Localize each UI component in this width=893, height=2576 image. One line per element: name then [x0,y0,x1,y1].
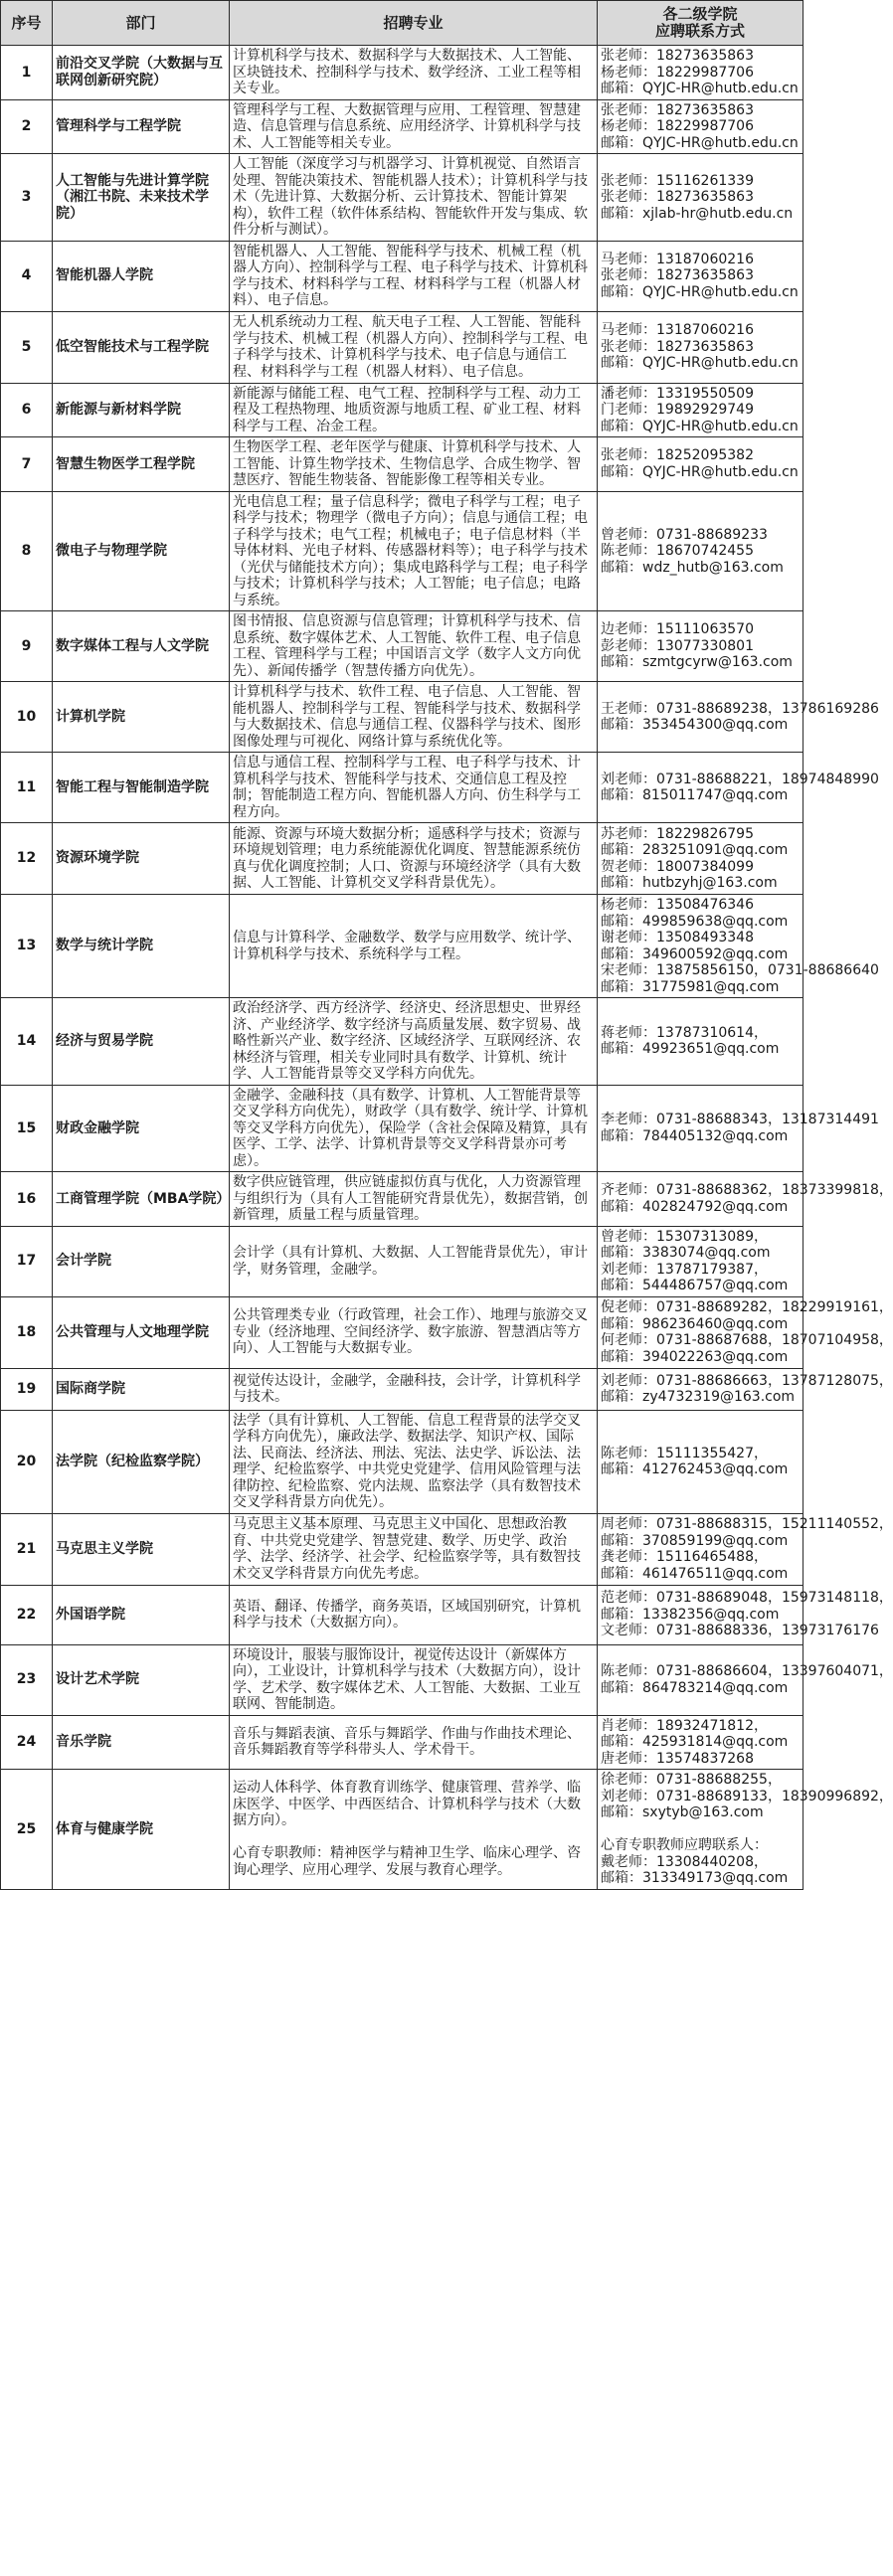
contact-line: 齐老师：0731-88688362，18373399818， [601,1182,893,1199]
recruitment-majors: 英语、翻译、传播学，商务英语，区域国别研究，计算机科学与技术（大数据方向）。 [230,1585,598,1644]
contact-email[interactable]: 邮箱：szmtgcyrw@163.com [601,654,793,671]
contact-line: 蒋老师：13787310614， [601,1024,768,1041]
contact-info [598,1513,893,1585]
row-number: 13 [1,895,53,998]
contact-email[interactable]: 邮箱：3383074@qq.com [601,1245,771,1261]
table-row [1,998,804,1086]
department-name: 智能机器人学院 [53,241,230,311]
contact-email[interactable]: 邮箱：986236460@qq.com [601,1315,789,1332]
department-name: 数字媒体工程与人文学院 [53,611,230,682]
contact-email[interactable]: 邮箱：sxytyb@163.com [601,1804,764,1820]
table-row [1,1513,804,1585]
contact-line: 贺老师：18007384099 [601,858,754,875]
contact-email[interactable]: 邮箱：349600592@qq.com [601,945,789,962]
recruitment-majors: 视觉传达设计，金融学，金融科技，会计学，计算机科学与技术。 [230,1368,598,1410]
row-number: 24 [1,1715,53,1770]
row-number: 17 [1,1226,53,1296]
department-name: 音乐学院 [53,1715,230,1770]
contact-info [598,1368,893,1410]
contact-line: 马老师：13187060216 [601,322,754,339]
contact-info [598,99,804,154]
contact-line: 张老师：18252095382 [601,447,754,464]
contact-email[interactable]: 邮箱：815011747@qq.com [601,787,789,803]
contact-line: 杨老师：18229987706 [601,64,754,81]
contact-email[interactable]: 邮箱：425931814@qq.com [601,1734,789,1750]
row-number: 14 [1,998,53,1086]
contact-email[interactable]: 邮箱：QYJC-HR@hutb.edu.cn [601,283,799,300]
row-number: 9 [1,611,53,682]
department-name: 低空智能技术与工程学院 [53,311,230,383]
contact-info [598,895,879,998]
contact-email[interactable]: 邮箱：QYJC-HR@hutb.edu.cn [601,134,799,151]
row-number: 15 [1,1085,53,1172]
table-row [1,1368,804,1410]
contact-line: 何老师：0731-88687688，18707104958， [601,1332,893,1348]
contact-line: 杨老师：18229987706 [601,118,754,134]
contact-line: 曾老师：15307313089， [601,1228,768,1245]
recruitment-majors: 生物医学工程、老年医学与健康、计算机科学与技术、人工智能、计算生物学技术、生物信息学、合成生物学、智慧医疗、智能生物装备、智能影像工程等相关专业。 [230,437,598,492]
contact-email[interactable]: 邮箱：QYJC-HR@hutb.edu.cn [601,463,799,480]
contact-line: 谢老师：13508493348 [601,930,754,945]
contact-email[interactable]: 邮箱：wdz_hutb@163.com [601,559,784,576]
contact-line: 周老师：0731-88688315，15211140552， [601,1516,893,1532]
contact-line: 王老师：0731-88689238，13786169286 [601,700,879,717]
header-dept: 部门 [53,1,230,46]
contact-line: 陈老师：0731-88686604，13397604071， [601,1663,893,1679]
recruitment-majors: 计算机科学与技术、软件工程、电子信息、人工智能、智能机器人、控制科学与工程、智能科学与技术、数据科学与大数据技术、信息与通信工程、仪器科学与技术、图形图像处理与可视化、网络计算与系统优化等。 [230,682,598,753]
recruitment-majors: 法学（具有计算机、人工智能、信息工程背景的法学交叉学科方向优先），廉政法学、数据法学、知识产权、国际法、民商法、经济法、刑法、宪法、法史学、诉讼法、法理学、纪检监察学、中共党史党建学、信用风险管理与法律防控、纪检监察、党内法规、监察法学（具有数智技术交叉学科背景方向优先）。 [230,1410,598,1513]
contact-info [598,823,804,895]
contact-line: 陈老师：18670742455 [601,543,754,559]
contact-info [598,154,804,242]
recruitment-majors: 信息与计算科学、金融数学、数学与应用数学、统计学、计算机科学与技术、系统科学与工程。 [230,895,598,998]
row-number: 19 [1,1368,53,1410]
contact-email[interactable]: 邮箱：QYJC-HR@hutb.edu.cn [601,418,799,434]
table-row [1,383,804,437]
contact-line: 马老师：13187060216 [601,251,754,267]
contact-email[interactable]: 邮箱：QYJC-HR@hutb.edu.cn [601,355,799,372]
contact-info [598,241,804,311]
recruitment-majors: 智能机器人、人工智能、智能科学与技术、机械工程（机器人方向）、控制科学与工程、电子科学与技术、计算机科学与技术、材料科学与工程、材料科学与工程（机器人材料）、电子信息。 [230,241,598,311]
recruitment-majors: 新能源与储能工程、电气工程、控制科学与工程、动力工程及工程热物理、地质资源与地质工程、矿业工程、材料科学与工程、冶金工程。 [230,383,598,437]
header-no: 序号 [1,1,53,46]
recruitment-majors: 管理科学与工程、大数据管理与应用、工程管理、智慧建造、信息管理与信息系统、应用经济学、计算机科学与技术、人工智能等相关专业。 [230,99,598,154]
contact-line: 李老师：0731-88688343，13187314491 [601,1112,879,1128]
recruitment-majors: 运动人体科学、体育教育训练学、健康管理、营养学、临床医学、中医学、中西医结合、计算机科学与技术（大数据方向）。 心育专职教师：精神医学与精神卫生学、临床心理学、咨询心理学、应用心理学、发展与教育心理学。 [230,1770,598,1890]
contact-email[interactable]: 邮箱：QYJC-HR@hutb.edu.cn [601,81,799,96]
contact-email[interactable]: 邮箱：394022263@qq.com [601,1348,789,1365]
row-number: 23 [1,1644,53,1715]
department-name: 新能源与新材料学院 [53,383,230,437]
contact-email[interactable]: 邮箱：499859638@qq.com [601,913,789,930]
table-row [1,1085,804,1172]
contact-line: 门老师：19892929749 [601,402,754,418]
contact-info [598,1715,804,1770]
contact-line: 心育专职教师应聘联系人： [601,1837,768,1853]
contact-line: 苏老师：18229826795 [601,825,754,842]
recruitment-majors: 环境设计，服装与服饰设计，视觉传达设计（新媒体方向），工业设计，计算机科学与技术（大数据方向），设计学、艺术学、数字媒体艺术、人工智能、大数据、工业互联网、智能制造。 [230,1644,598,1715]
department-name: 法学院（纪检监察学院） [53,1410,230,1513]
table-row [1,682,804,753]
table-row [1,1172,804,1227]
contact-line: 彭老师：13077330801 [601,637,754,654]
table-row [1,1770,804,1890]
recruitment-majors: 公共管理类专业（行政管理，社会工作）、地理与旅游交叉专业（经济地理、空间经济学、数字旅游、智慧酒店等方向）、人工智能与大数据专业。 [230,1296,598,1368]
contact-line: 张老师：18273635863 [601,101,754,118]
contact-info [598,1644,893,1715]
department-name: 资源环境学院 [53,823,230,895]
table-row [1,1585,804,1644]
table-row [1,1644,804,1715]
contact-info [598,1226,804,1296]
row-number: 1 [1,46,53,100]
contact-info [598,491,804,611]
contact-email[interactable]: 邮箱：370859199@qq.com [601,1532,789,1549]
contact-line: 潘老师：13319550509 [601,385,754,402]
contact-info [598,1296,893,1368]
row-number: 2 [1,99,53,154]
contact-email[interactable]: 邮箱：402824792@qq.com [601,1198,789,1215]
contact-line: 唐老师：13574837268 [601,1750,754,1767]
table-row [1,611,804,682]
contact-email[interactable]: 邮箱：784405132@qq.com [601,1127,789,1144]
department-name: 马克思主义学院 [53,1513,230,1585]
contact-line: 倪老师：0731-88689282，18229919161， [601,1299,893,1315]
recruitment-majors: 马克思主义基本原理、马克思主义中国化、思想政治教育、中共党史党建学、智慧党建、数学、历史学、政治学、法学、经济学、社会学、纪检监察学等，具有数智技术交叉学科背景方向优先考虑。 [230,1513,598,1585]
contact-email[interactable]: 邮箱：49923651@qq.com [601,1041,780,1058]
contact-email[interactable]: 邮箱：461476511@qq.com [601,1565,789,1582]
department-name: 财政金融学院 [53,1085,230,1172]
contact-line: 刘老师：0731-88688221，18974848990 [601,771,879,787]
contact-info [598,437,804,492]
contact-line: 戴老师：13308440208， [601,1853,768,1870]
contact-info [598,998,804,1086]
department-name: 微电子与物理学院 [53,491,230,611]
contact-line: 陈老师：15111355427， [601,1445,768,1461]
contact-info [598,311,804,383]
department-name: 工商管理学院（MBA学院） [53,1172,230,1227]
contact-info [598,1410,804,1513]
row-number: 6 [1,383,53,437]
row-number: 3 [1,154,53,242]
contact-info [598,1085,879,1172]
table-header-row [1,1,804,46]
department-name: 前沿交叉学院（大数据与互联网创新研究院） [53,46,230,100]
department-name: 国际商学院 [53,1368,230,1410]
table-row [1,1296,804,1368]
contact-line: 刘老师：13787179387， [601,1261,768,1278]
contact-info [598,383,804,437]
contact-line: 张老师：18273635863 [601,189,754,205]
department-name: 经济与贸易学院 [53,998,230,1086]
recruitment-majors: 计算机科学与技术、数据科学与大数据技术、人工智能、区块链技术、控制科学与技术、数学经济、工业工程等相关专业。 [230,46,598,100]
contact-line: 张老师：15116261339 [601,172,754,189]
row-number: 10 [1,682,53,753]
contact-line: 龚老师：15116465488， [601,1549,768,1565]
recruitment-majors: 金融学、金融科技（具有数学、计算机、人工智能背景等交叉学科方向优先），财政学（具有数学、统计学、计算机等交叉学科方向优先），保险学（含社会保障及精算，具有医学、工学、法学、计算机背景等交叉学科背景亦可考虑）。 [230,1085,598,1172]
recruitment-majors: 政治经济学、西方经济学、经济史、经济思想史、世界经济、产业经济学、数字经济与高质量发展、数字贸易、战略性新兴产业、数字经济、区域经济学、互联网经济、农林经济与管理，相关专业同时具有数学、计算机、统计学、人工智能背景等交叉学科方向优先。 [230,998,598,1086]
contact-email[interactable]: 邮箱：13382356@qq.com [601,1606,780,1623]
table-row [1,437,804,492]
table-row [1,46,804,100]
department-name: 计算机学院 [53,682,230,753]
contact-line: 张老师：18273635863 [601,267,754,284]
contact-line: 杨老师：13508476346 [601,897,754,913]
table-row [1,311,804,383]
row-number: 7 [1,437,53,492]
table-row [1,823,804,895]
table-row [1,154,804,242]
recruitment-majors: 人工智能（深度学习与机器学习、计算机视觉、自然语言处理、智能决策技术、智能机器人技术）；计算机科学与技术（先进计算、大数据分析、云计算技术、智能计算架构），软件工程（软件体系结构、智能软件开发与集成、软件分析与测试）。 [230,154,598,242]
table-body [1,46,893,1890]
recruitment-majors: 会计学（具有计算机、大数据、人工智能背景优先），审计学，财务管理，金融学。 [230,1226,598,1296]
table-row [1,895,804,998]
contact-line: 范老师：0731-88689048，15973148118， [601,1590,893,1607]
contact-email[interactable]: 邮箱：864783214@qq.com [601,1679,789,1696]
contact-email[interactable]: 邮箱：hutbzyhj@163.com [601,875,778,891]
contact-info [598,682,879,753]
row-number: 18 [1,1296,53,1368]
contact-line: 张老师：18273635863 [601,338,754,355]
row-number: 21 [1,1513,53,1585]
department-name: 公共管理与人文地理学院 [53,1296,230,1368]
contact-line: 肖老师：18932471812， [601,1717,768,1734]
header-contact [598,1,804,46]
contact-line [601,1821,800,1838]
table-row [1,753,804,823]
header-major: 招聘专业 [230,1,598,46]
header-contact-text: 各二级学院 应聘联系方式 [654,5,745,40]
department-name: 设计艺术学院 [53,1644,230,1715]
contact-email[interactable]: 邮箱：412762453@qq.com [601,1461,789,1477]
row-number: 4 [1,241,53,311]
contact-info [598,1770,893,1890]
contact-line: 张老师：18273635863 [601,48,754,64]
department-name: 会计学院 [53,1226,230,1296]
row-number: 11 [1,753,53,823]
row-number: 22 [1,1585,53,1644]
contact-info [598,611,804,682]
contact-email[interactable]: 邮箱：31775981@qq.com [601,978,780,995]
contact-email[interactable]: 邮箱：zy4732319@163.com [601,1389,796,1405]
contact-line: 刘老师：0731-88689133，18390996892， [601,1788,893,1804]
contact-line: 刘老师：0731-88686663，13787128075， [601,1372,893,1389]
recruitment-majors: 光电信息工程；量子信息科学；微电子科学与工程；电子科学与技术；物理学（微电子方向）；信息与通信工程；电子科学与技术；电气工程；机械电子；电子信息材料（半导体材料、光电子材料、传感器材料等）；电子科学与技术（光伏与储能技术方向）；集成电路科学与工程；电子科学与技术；计算机科学与技术；人工智能；电子信息；电路与系统。 [230,491,598,611]
department-name: 外国语学院 [53,1585,230,1644]
contact-info [598,1585,893,1644]
recruitment-majors: 数字供应链管理，供应链虚拟仿真与优化，人力资源管理与组织行为（具有人工智能研究背景优先），数据营销，创新管理，质量工程与质量管理。 [230,1172,598,1227]
department-name: 智能工程与智能制造学院 [53,753,230,823]
contact-email[interactable]: 邮箱：283251091@qq.com [601,842,789,858]
row-number: 20 [1,1410,53,1513]
recruitment-majors: 图书情报、信息资源与信息管理；计算机科学与技术、信息系统、数字媒体艺术、人工智能、软件工程、电子信息工程、管理科学与工程；中国语言文学（数字人文方向优先）、新闻传播学（智慧传播方向优先）。 [230,611,598,682]
contact-email[interactable]: 邮箱：544486757@qq.com [601,1278,789,1293]
row-number: 16 [1,1172,53,1227]
table-row [1,1226,804,1296]
contact-line: 宋老师：13875856150，0731-88686640 [601,962,879,978]
contact-line: 曾老师：0731-88689233 [601,526,768,543]
department-name: 智慧生物医学工程学院 [53,437,230,492]
row-number: 12 [1,823,53,895]
table-row [1,1715,804,1770]
contact-line: 边老师：15111063570 [601,621,754,638]
table-row [1,99,804,154]
contact-email[interactable]: 邮箱：xjlab-hr@hutb.edu.cn [601,205,794,222]
department-name: 人工智能与先进计算学院（湘江书院、未来技术学院） [53,154,230,242]
department-name: 数学与统计学院 [53,895,230,998]
contact-line: 徐老师：0731-88688255， [601,1772,782,1788]
contact-info [598,46,804,100]
department-name: 管理科学与工程学院 [53,99,230,154]
recruitment-majors: 能源、资源与环境大数据分析；遥感科学与技术；资源与环境规划管理；电力系统能源优化调度、智慧能源系统仿真与优化调度控制；人口、资源与环境经济学（具有大数据、人工智能、计算机交叉学科背景优先）。 [230,823,598,895]
row-number: 25 [1,1770,53,1890]
table-row [1,1410,804,1513]
contact-email[interactable]: 邮箱：353454300@qq.com [601,717,789,733]
contact-info [598,753,879,823]
contact-email[interactable]: 邮箱：313349173@qq.com [601,1870,789,1886]
contact-info [598,1172,893,1227]
department-name: 体育与健康学院 [53,1770,230,1890]
table-row [1,241,804,311]
table-row [1,491,804,611]
row-number: 5 [1,311,53,383]
recruitment-majors: 无人机系统动力工程、航天电子工程、人工智能、智能科学与技术、机械工程（机器人方向）、控制科学与工程、电子科学与技术、计算机科学与技术、电子信息与通信工程、材料科学与工程（机器人材料）、电子信息。 [230,311,598,383]
contact-line: 文老师：0731-88688336，13973176176 [601,1623,879,1639]
row-number: 8 [1,491,53,611]
recruitment-majors: 音乐与舞蹈表演、音乐与舞蹈学、作曲与作曲技术理论、音乐舞蹈教育等学科带头人、学术骨干。 [230,1715,598,1770]
recruitment-majors: 信息与通信工程、控制科学与工程、电子科学与技术、计算机科学与技术、智能科学与技术、交通信息工程及控制；智能制造工程方向、智能机器人方向、仿生科学与工程方向。 [230,753,598,823]
